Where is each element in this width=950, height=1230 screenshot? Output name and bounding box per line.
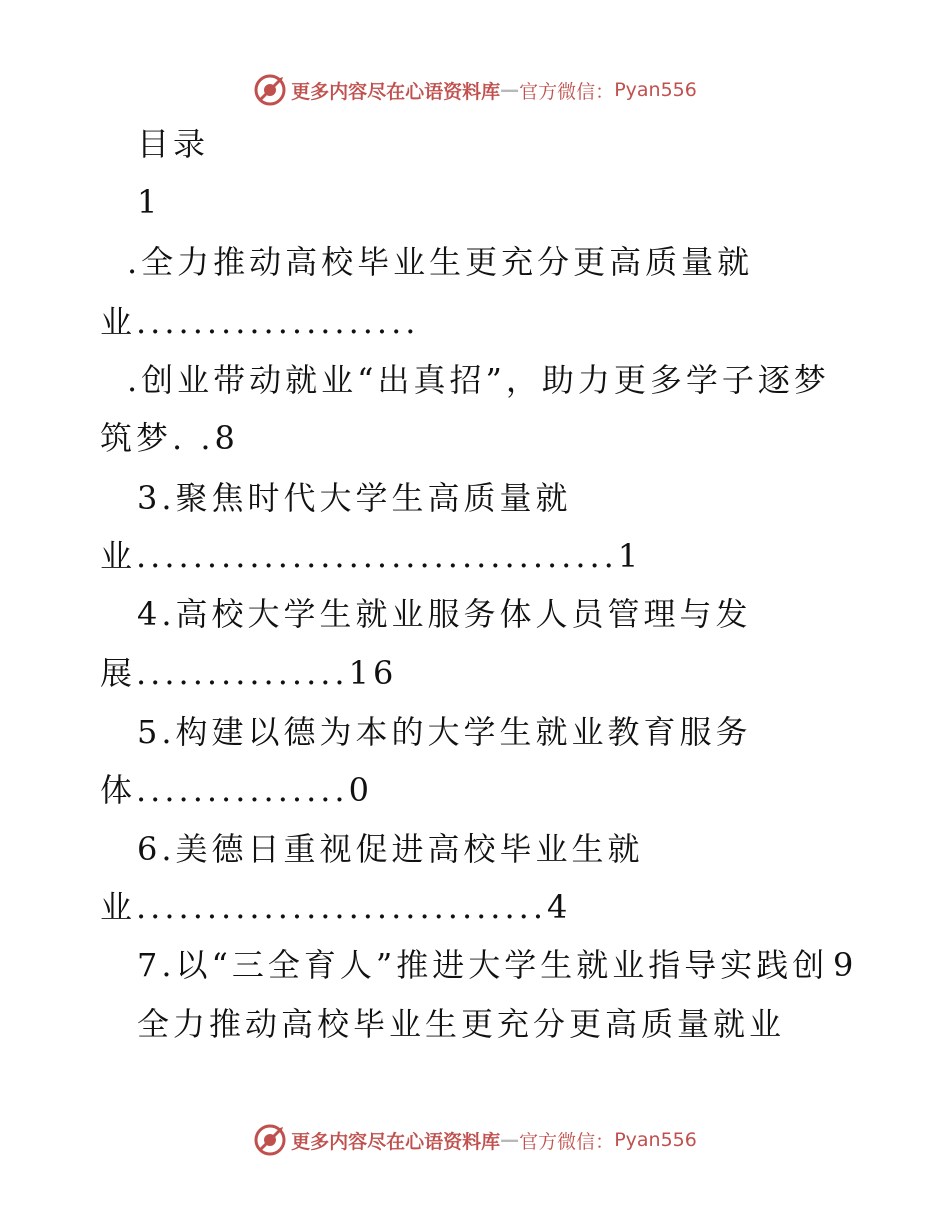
banner-main-text: 更多内容尽在心语资料库 <box>291 1130 501 1153</box>
section-heading: 全力推动高校毕业生更充分更高质量就业 <box>137 1005 786 1043</box>
toc-entry-5-line-1: 5.构建以德为本的大学生就业教育服务 <box>137 713 752 751</box>
toc-entry-2-line-1: .创业带动就业“出真招”，助力更多学子逐梦 <box>127 361 830 399</box>
toc-entry-3-line-1: 3.聚焦时代大学生高质量就 <box>137 479 572 517</box>
banner-dash: — <box>500 1129 520 1151</box>
seal-logo-icon <box>253 1123 287 1157</box>
toc-number-line: 1 <box>137 183 162 221</box>
toc-entry-7-line: 7.以“三全育人”推进大学生就业指导实践创 <box>137 946 829 984</box>
toc-entry-3-line-2: 业..................................1 <box>100 537 643 575</box>
toc-entry-1-line-2: 业.................... <box>100 303 420 341</box>
toc-entry-4-line-1: 4.高校大学生就业服务体人员管理与发 <box>137 595 752 633</box>
banner-official-label: 官方微信： <box>519 80 615 103</box>
toc-entry-6-line-2: 业.............................4 <box>100 888 572 926</box>
banner-official-label: 官方微信： <box>519 1130 615 1153</box>
banner-wechat-id: Pyan556 <box>614 79 697 101</box>
banner-wechat-id: Pyan556 <box>614 1129 697 1151</box>
banner-main-text: 更多内容尽在心语资料库 <box>291 80 501 103</box>
toc-entry-5-line-2: 体...............0 <box>100 771 373 809</box>
footer-watermark-banner <box>0 1120 950 1160</box>
toc-entry-4-line-2: 展...............16 <box>100 654 398 692</box>
toc-entry-6-line-1: 6.美德日重视促进高校毕业生就 <box>137 830 644 868</box>
toc-entry-7-page: 9 <box>833 946 854 984</box>
header-watermark-banner <box>0 70 950 110</box>
toc-entry-1-line-1: .全力推动高校毕业生更充分更高质量就 <box>127 243 754 281</box>
toc-title: 目录 <box>137 125 210 163</box>
banner-dash: — <box>500 79 520 101</box>
seal-logo-icon <box>253 73 287 107</box>
toc-entry-2-line-2: 筑梦. .8 <box>100 419 239 457</box>
